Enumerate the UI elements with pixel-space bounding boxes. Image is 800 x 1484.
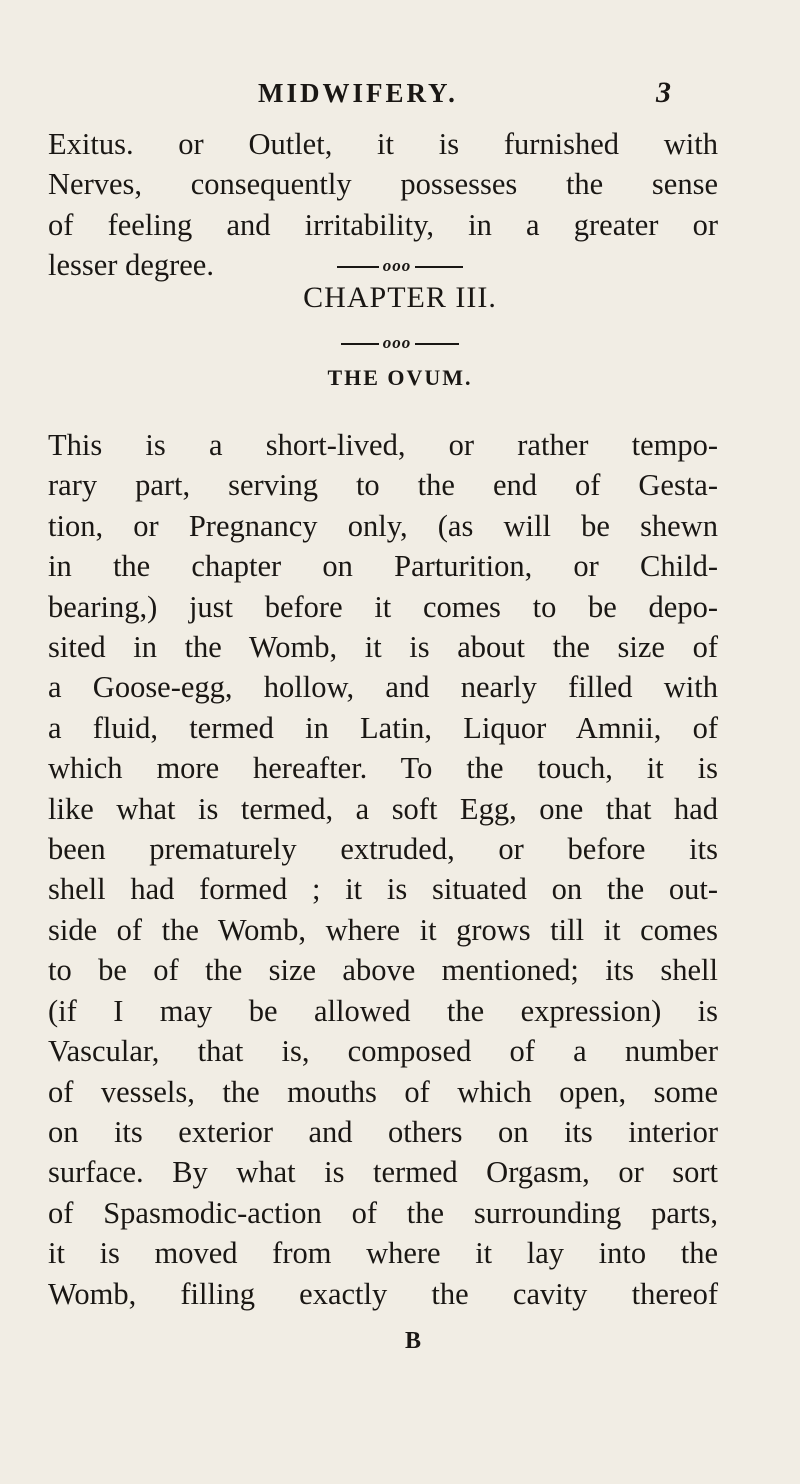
ornament-rule	[341, 343, 379, 345]
running-title: MIDWIFERY.	[258, 78, 458, 108]
text-line: surface. By what is termed Orgasm, or sort	[48, 1155, 718, 1190]
text-line: This is a short-lived, or rather tempo-	[48, 428, 718, 462]
text-line: shell had formed ; it is situated on the out-	[48, 872, 718, 907]
text-line: it is moved from where it lay into the	[48, 1236, 718, 1271]
text-line: of Spasmodic-action of the surrounding parts,	[48, 1195, 718, 1230]
signature-mark: B	[405, 1328, 422, 1354]
text-line: Vascular, that is, composed of a number	[48, 1034, 718, 1069]
ornament-divider-bottom	[0, 333, 800, 353]
text-line: of vessels, the mouths of which open, some	[48, 1074, 718, 1109]
text-line: lesser degree.	[48, 248, 214, 283]
section-title: THE OVUM.	[327, 365, 473, 390]
text-line: a Goose-egg, hollow, and nearly filled with	[48, 670, 718, 705]
ornament-rule	[415, 266, 463, 268]
text-line: Exitus. or Outlet, it is furnished with	[48, 127, 718, 161]
ornament-text: ooo	[382, 333, 412, 352]
text-line: tion, or Pregnancy only, (as will be shewn	[48, 508, 718, 543]
chapter-title: CHAPTER III.	[303, 281, 497, 314]
text-line: in the chapter on Parturition, or Child-	[48, 549, 718, 584]
text-line: of feeling and irritability, in a greater or	[48, 207, 718, 242]
text-line: (if I may be allowed the expression) is	[48, 993, 718, 1028]
ornament-rule	[337, 266, 379, 268]
text-line: Nerves, consequently possesses the sense	[48, 167, 718, 202]
text-line: on its exterior and others on its interior	[48, 1114, 718, 1149]
text-line: to be of the size above mentioned; its shell	[48, 953, 718, 988]
text-line: side of the Womb, where it grows till it comes	[48, 912, 718, 947]
ornament-rule	[415, 343, 459, 345]
text-line: been prematurely extruded, or before its	[48, 832, 718, 867]
running-head	[0, 78, 800, 118]
ornament-text: ooo	[382, 256, 412, 275]
text-line: a fluid, termed in Latin, Liquor Amnii, of	[48, 710, 718, 745]
text-line: rary part, serving to the end of Gesta-	[48, 468, 718, 503]
text-line: sited in the Womb, it is about the size of	[48, 630, 718, 665]
page-number: 3	[656, 76, 671, 109]
ornament-divider-top	[0, 256, 800, 276]
text-line: bearing,) just before it comes to be depo-	[48, 589, 718, 624]
text-line: Womb, filling exactly the cavity thereof	[48, 1276, 718, 1311]
text-line: like what is termed, a soft Egg, one that had	[48, 791, 718, 826]
body-paragraph	[48, 425, 718, 1314]
text-line: which more hereafter. To the touch, it is	[48, 751, 718, 786]
